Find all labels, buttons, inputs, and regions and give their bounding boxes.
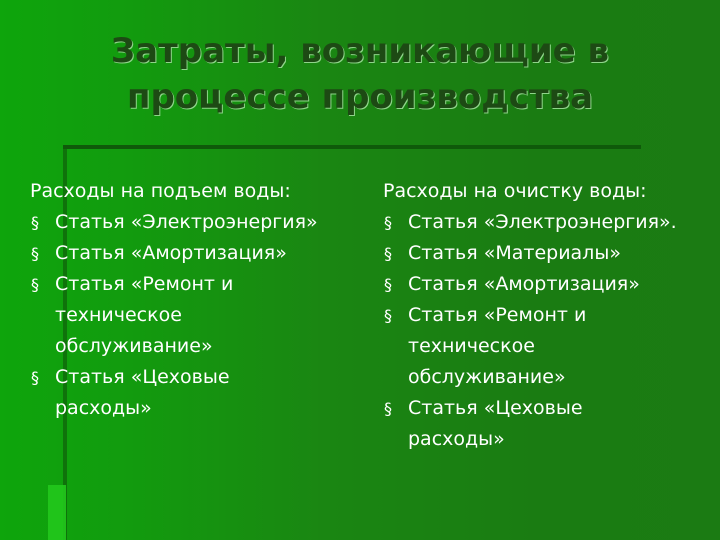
frame-top-line bbox=[63, 145, 641, 149]
bullet-icon: § bbox=[31, 244, 39, 263]
title-line-2: процессе производства bbox=[126, 77, 594, 117]
list-item-text: Статья «Электроэнергия». bbox=[408, 211, 677, 233]
slide-title bbox=[40, 28, 680, 120]
right-column bbox=[383, 176, 713, 455]
title-line-1: Затраты, возникающие в bbox=[110, 31, 610, 71]
list-item bbox=[383, 269, 713, 300]
bullet-icon: § bbox=[384, 306, 392, 325]
list-item bbox=[383, 300, 648, 393]
list-item bbox=[383, 393, 648, 455]
bullet-icon: § bbox=[31, 368, 39, 387]
bullet-icon: § bbox=[31, 213, 39, 232]
list-item-text: Статья «Цеховые расходы» bbox=[408, 397, 583, 450]
list-item-text: Статья «Ремонт и техническое обслуживание» bbox=[55, 273, 234, 357]
list-item-text: Статья «Ремонт и техническое обслуживание» bbox=[408, 304, 587, 388]
list-item bbox=[383, 238, 713, 269]
bullet-icon: § bbox=[384, 213, 392, 232]
left-column bbox=[30, 176, 370, 424]
left-column-heading: Расходы на подъем воды: bbox=[30, 180, 291, 202]
list-item bbox=[30, 238, 370, 269]
list-item bbox=[30, 207, 370, 238]
list-item-text: Статья «Цеховые расходы» bbox=[55, 366, 230, 419]
bullet-icon: § bbox=[384, 399, 392, 418]
list-item bbox=[30, 269, 300, 362]
frame-corner-accent bbox=[48, 485, 66, 540]
list-item-text: Статья «Материалы» bbox=[408, 242, 621, 264]
list-item bbox=[30, 362, 300, 424]
list-item bbox=[383, 207, 713, 238]
list-item-text: Статья «Электроэнергия» bbox=[55, 211, 318, 233]
right-column-heading: Расходы на очистку воды: bbox=[383, 180, 647, 202]
list-item-text: Статья «Амортизация» bbox=[55, 242, 287, 264]
bullet-icon: § bbox=[31, 275, 39, 294]
bullet-icon: § bbox=[384, 244, 392, 263]
bullet-icon: § bbox=[384, 275, 392, 294]
list-item-text: Статья «Амортизация» bbox=[408, 273, 640, 295]
